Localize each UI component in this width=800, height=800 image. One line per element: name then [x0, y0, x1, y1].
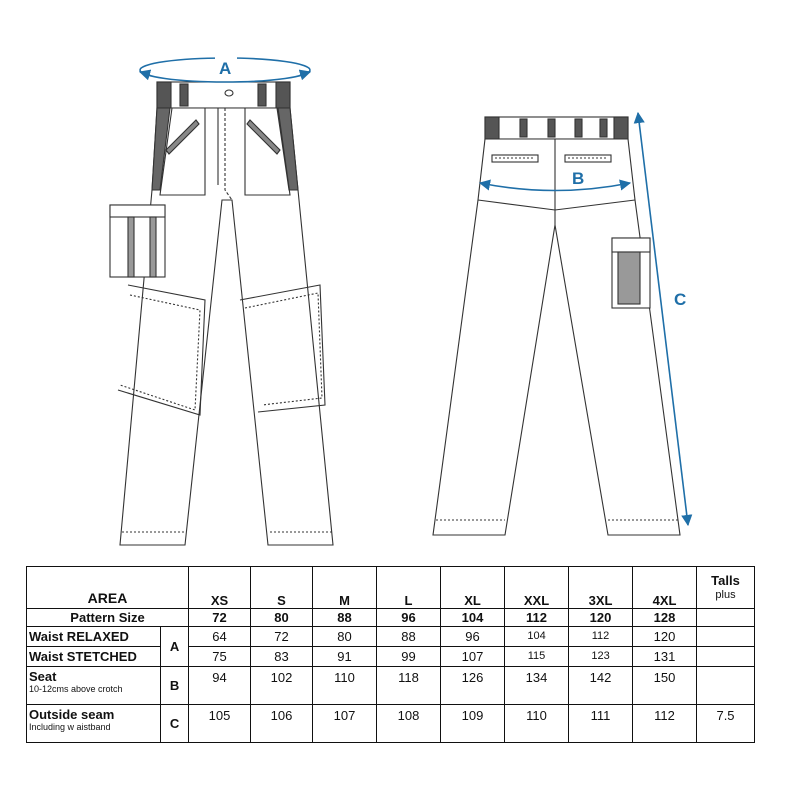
cell: 112: [569, 627, 633, 647]
cell: 134: [505, 667, 569, 705]
pattern-size: 120: [569, 609, 633, 627]
row-code: A: [161, 627, 189, 667]
cell: 120: [633, 627, 697, 647]
cell: 106: [251, 705, 313, 743]
size-header: S: [251, 567, 313, 609]
cell: 96: [441, 627, 505, 647]
size-header: M: [313, 567, 377, 609]
cell: 126: [441, 667, 505, 705]
row-label-cell: [27, 705, 161, 743]
header-row: [27, 567, 755, 609]
cell: 110: [505, 705, 569, 743]
row-code: C: [161, 705, 189, 743]
row-code: B: [161, 667, 189, 705]
cell: 109: [441, 705, 505, 743]
talls-cell: [697, 627, 755, 647]
marker-a: A: [219, 59, 232, 78]
pattern-label: Pattern Size: [27, 609, 189, 627]
cell: 72: [251, 627, 313, 647]
talls-cell: [697, 667, 755, 705]
waist-relaxed-row: [27, 627, 755, 647]
size-header: 4XL: [633, 567, 697, 609]
size-chart-table: [26, 566, 755, 743]
row-sub: 10-12cms above crotch: [29, 684, 123, 694]
cell: 102: [251, 667, 313, 705]
cell: 115: [505, 647, 569, 667]
cell: 111: [569, 705, 633, 743]
row-label: Outside seam: [29, 707, 115, 722]
cell: 112: [633, 705, 697, 743]
pattern-row: [27, 609, 755, 627]
waist-stretched-row: [27, 647, 755, 667]
cell: 142: [569, 667, 633, 705]
size-header: 3XL: [569, 567, 633, 609]
area-header: AREA: [27, 567, 189, 609]
row-label: Waist STETCHED: [27, 647, 161, 667]
cell: 118: [377, 667, 441, 705]
pattern-size: 72: [189, 609, 251, 627]
back-trousers: [433, 117, 680, 535]
cell: 75: [189, 647, 251, 667]
seat-row: [27, 667, 755, 705]
cell: 64: [189, 627, 251, 647]
marker-b: B: [572, 169, 585, 188]
size-header: XL: [441, 567, 505, 609]
talls-cell: [697, 647, 755, 667]
talls-header: Talls: [711, 572, 740, 588]
front-trousers: [110, 82, 333, 545]
cell: 104: [505, 627, 569, 647]
size-header: XXL: [505, 567, 569, 609]
row-sub: Including w aistband: [29, 722, 111, 732]
cell: 99: [377, 647, 441, 667]
pattern-size: 112: [505, 609, 569, 627]
row-label: Seat: [29, 669, 57, 684]
cell: 83: [251, 647, 313, 667]
talls-sub: plus: [715, 588, 736, 601]
pattern-size: 128: [633, 609, 697, 627]
cell: 107: [441, 647, 505, 667]
cell: 150: [633, 667, 697, 705]
cell: 105: [189, 705, 251, 743]
cell: 123: [569, 647, 633, 667]
talls-header-cell: [697, 567, 755, 609]
cell: 110: [313, 667, 377, 705]
size-header: L: [377, 567, 441, 609]
cell: 91: [313, 647, 377, 667]
cell: 94: [189, 667, 251, 705]
cell: 108: [377, 705, 441, 743]
talls-cell: [697, 609, 755, 627]
marker-c: C: [674, 290, 687, 309]
pattern-size: 88: [313, 609, 377, 627]
row-label-cell: [27, 667, 161, 705]
outside-seam-row: [27, 705, 755, 743]
row-label: Waist RELAXED: [27, 627, 161, 647]
pattern-size: 80: [251, 609, 313, 627]
pattern-size: 96: [377, 609, 441, 627]
size-header: XS: [189, 567, 251, 609]
measure-a: [140, 56, 310, 82]
cell: 80: [313, 627, 377, 647]
talls-cell: 7.5: [697, 705, 755, 743]
cell: 131: [633, 647, 697, 667]
pattern-size: 104: [441, 609, 505, 627]
cell: 107: [313, 705, 377, 743]
cell: 88: [377, 627, 441, 647]
